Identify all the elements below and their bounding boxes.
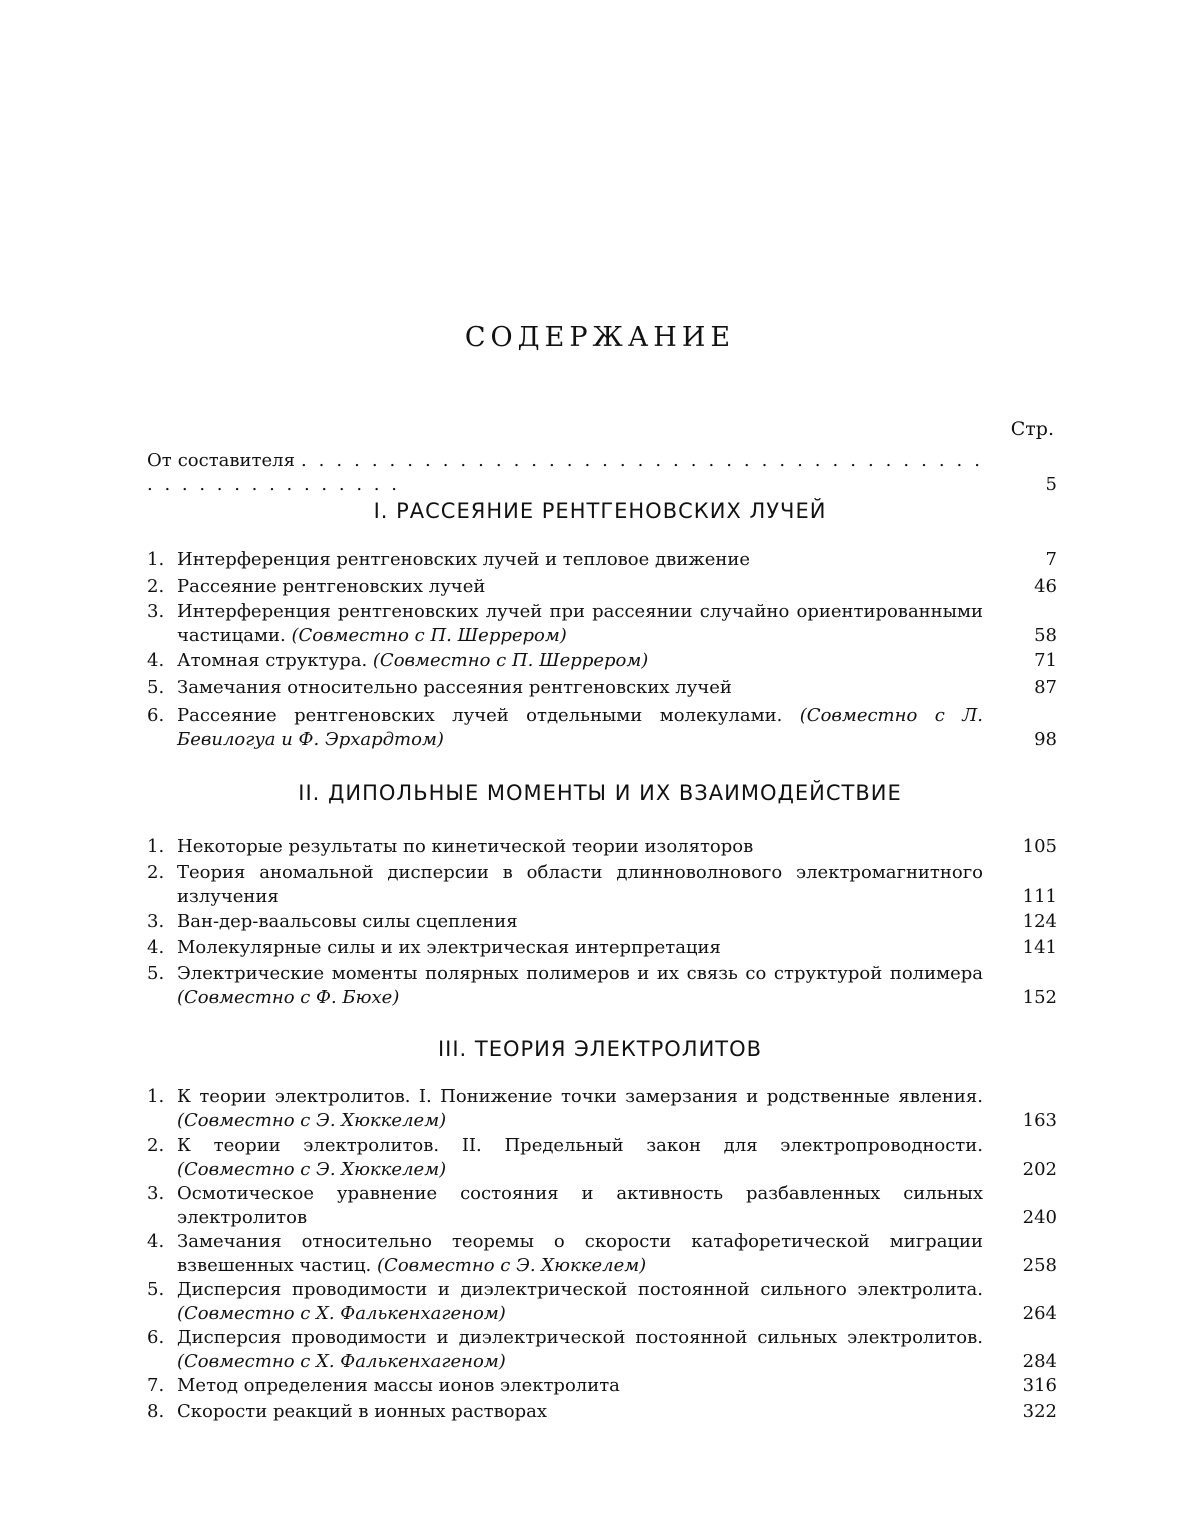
toc-page-number: 316 bbox=[997, 1374, 1057, 1398]
toc-entry-text: К теории электролитов. II. Предельный закон для электропроводности. bbox=[177, 1135, 983, 1156]
toc-entry[interactable] bbox=[147, 1182, 1057, 1230]
toc-entry-number: 5. bbox=[147, 962, 175, 986]
toc-page-number: 264 bbox=[997, 1302, 1057, 1326]
toc-entry-text: Ван-дер-ваальсовы силы сцепления bbox=[177, 911, 518, 932]
toc-page-number: 87 bbox=[997, 676, 1057, 700]
toc-entry-text: Теория аномальной дисперсии в области длинноволнового электромагнитного излучения bbox=[177, 862, 983, 907]
page-title: СОДЕРЖАНИЕ bbox=[0, 322, 1200, 353]
toc-entry-coauthors: (Совместно с Л. Бевилогуа и Ф. Эрхардтом) bbox=[177, 705, 983, 750]
toc-page-number: 322 bbox=[997, 1400, 1057, 1424]
toc-entry-coauthors: (Совместно с П. Шеррером) bbox=[291, 625, 566, 646]
toc-entry-number: 2. bbox=[147, 861, 175, 885]
toc-page-number: 141 bbox=[997, 936, 1057, 960]
toc-entry-text: Осмотическое уравнение состояния и активность разбавленных сильных электролитов bbox=[177, 1183, 983, 1228]
toc-page-number: 258 bbox=[997, 1254, 1057, 1278]
toc-entry-coauthors: (Совместно с Э. Хюккелем) bbox=[177, 1110, 446, 1131]
toc-entry-text: Рассеяние рентгеновских лучей bbox=[177, 576, 485, 597]
toc-entry-coauthors: (Совместно с Ф. Бюхе) bbox=[177, 987, 399, 1008]
section-heading: III. ТЕОРИЯ ЭЛЕКТРОЛИТОВ bbox=[0, 1037, 1200, 1061]
toc-entry-number: 2. bbox=[147, 1134, 175, 1158]
toc-entry[interactable] bbox=[147, 649, 1057, 673]
toc-entry-text: Интерференция рентгеновских лучей при рассеянии случайно ориентированными частицами. bbox=[177, 601, 983, 646]
toc-entry-number: 4. bbox=[147, 649, 175, 673]
toc-entry-number: 6. bbox=[147, 1326, 175, 1350]
toc-page-number: 111 bbox=[997, 885, 1057, 909]
toc-entry-text: Электрические моменты полярных полимеров и их связь со структурой полимера bbox=[177, 963, 983, 984]
toc-page-number: 105 bbox=[997, 835, 1057, 859]
toc-entry[interactable] bbox=[147, 910, 1057, 934]
toc-page-number: 7 bbox=[997, 548, 1057, 572]
toc-entry-text: Рассеяние рентгеновских лучей отдельными молекулами. bbox=[177, 705, 782, 726]
toc-page-number: 71 bbox=[997, 649, 1057, 673]
toc-entry-text: Скорости реакций в ионных растворах bbox=[177, 1401, 547, 1422]
toc-entry-coauthors: (Совместно с Х. Фалькенхагеном) bbox=[177, 1351, 506, 1372]
toc-page-number: 98 bbox=[997, 728, 1057, 752]
toc-entry[interactable] bbox=[147, 861, 1057, 909]
toc-entry-number: 5. bbox=[147, 1278, 175, 1302]
toc-entry[interactable] bbox=[147, 835, 1057, 859]
toc-page-number: 5 bbox=[997, 473, 1057, 497]
toc-entry[interactable] bbox=[147, 600, 1057, 648]
toc-page-number: 202 bbox=[997, 1158, 1057, 1182]
toc-entry[interactable] bbox=[147, 676, 1057, 700]
toc-entry-number: 1. bbox=[147, 1085, 175, 1109]
toc-entry-text: Замечания относительно рассеяния рентгеновских лучей bbox=[177, 677, 732, 698]
toc-entry-coauthors: (Совместно с П. Шеррером) bbox=[373, 650, 648, 671]
toc-entry-number: 5. bbox=[147, 676, 175, 700]
section-heading: I. РАССЕЯНИЕ РЕНТГЕНОВСКИХ ЛУЧЕЙ bbox=[0, 499, 1200, 523]
toc-entry-number: 3. bbox=[147, 600, 175, 624]
toc-entry-number: 6. bbox=[147, 704, 175, 728]
toc-entry-number: 1. bbox=[147, 835, 175, 859]
toc-entry-text: К теории электролитов. I. Понижение точки замерзания и родственные явления. bbox=[177, 1086, 983, 1107]
toc-entry[interactable] bbox=[147, 1326, 1057, 1374]
toc-entry[interactable] bbox=[147, 1085, 1057, 1133]
toc-entry-text: Дисперсия проводимости и диэлектрической постоянной сильных электролитов. bbox=[177, 1327, 983, 1348]
toc-page-number: 163 bbox=[997, 1109, 1057, 1133]
toc-entry-front-matter[interactable] bbox=[147, 449, 1057, 497]
toc-entry-number: 1. bbox=[147, 548, 175, 572]
toc-page-number: 284 bbox=[997, 1350, 1057, 1374]
toc-entry-text: Некоторые результаты по кинетической теории изоляторов bbox=[177, 836, 753, 857]
toc-entry-text: Атомная структура. bbox=[177, 650, 367, 671]
dot-leader: . . . . . . . . . . . . . . . . . . . . . . . . . . . . . . . . . . . . . . . . . . . . . . . . . . . . . . bbox=[147, 450, 983, 495]
toc-entry-text: От составителя bbox=[147, 450, 295, 471]
toc-entry[interactable] bbox=[147, 1400, 1057, 1424]
toc-entry[interactable] bbox=[147, 936, 1057, 960]
toc-entry-text: Интерференция рентгеновских лучей и тепловое движение bbox=[177, 549, 750, 570]
toc-entry-text: Замечания относительно теоремы о скорости катафоретической миграции взвешенных частиц. bbox=[177, 1231, 983, 1276]
toc-entry[interactable] bbox=[147, 1374, 1057, 1398]
toc-entry-coauthors: (Совместно с Х. Фалькенхагеном) bbox=[177, 1303, 506, 1324]
toc-entry-text: Дисперсия проводимости и диэлектрической постоянной сильного электролита. bbox=[177, 1279, 983, 1300]
toc-entry[interactable] bbox=[147, 704, 1057, 752]
toc-page-number: 58 bbox=[997, 624, 1057, 648]
toc-entry-text: Молекулярные силы и их электрическая интерпретация bbox=[177, 937, 721, 958]
section-heading: II. ДИПОЛЬНЫЕ МОМЕНТЫ И ИХ ВЗАИМОДЕЙСТВИЕ bbox=[0, 781, 1200, 805]
toc-entry[interactable] bbox=[147, 1230, 1057, 1278]
toc-entry-number: 8. bbox=[147, 1400, 175, 1424]
toc-entry-coauthors: (Совместно с Э. Хюккелем) bbox=[377, 1255, 646, 1276]
toc-page-number: 152 bbox=[997, 986, 1057, 1010]
toc-entry[interactable] bbox=[147, 1278, 1057, 1326]
toc-entry-number: 3. bbox=[147, 1182, 175, 1206]
page-column-label: Стр. bbox=[1011, 418, 1054, 440]
toc-page-number: 124 bbox=[997, 910, 1057, 934]
contents-page bbox=[0, 0, 1200, 1530]
toc-entry[interactable] bbox=[147, 962, 1057, 1010]
toc-entry[interactable] bbox=[147, 575, 1057, 599]
toc-entry[interactable] bbox=[147, 548, 1057, 572]
toc-entry-number: 3. bbox=[147, 910, 175, 934]
toc-entry-text: Метод определения массы ионов электролита bbox=[177, 1375, 620, 1396]
toc-page-number: 240 bbox=[997, 1206, 1057, 1230]
toc-entry-number: 4. bbox=[147, 1230, 175, 1254]
toc-entry-number: 7. bbox=[147, 1374, 175, 1398]
toc-entry-coauthors: (Совместно с Э. Хюккелем) bbox=[177, 1159, 446, 1180]
toc-page-number: 46 bbox=[997, 575, 1057, 599]
toc-entry[interactable] bbox=[147, 1134, 1057, 1182]
toc-entry-number: 4. bbox=[147, 936, 175, 960]
toc-entry-number: 2. bbox=[147, 575, 175, 599]
